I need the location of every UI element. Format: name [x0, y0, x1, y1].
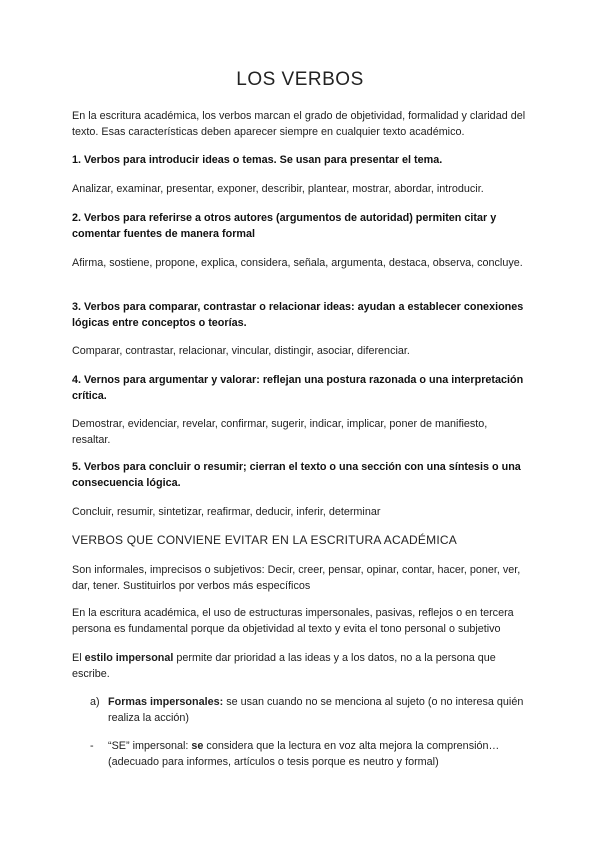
section-5-heading: 5. Verbos para concluir o resumir; cierran el texto o una sección con una síntesis o una consecuencia lógica.: [72, 461, 521, 489]
section-4-verbs: Demostrar, evidenciar, revelar, confirmar, sugerir, indicar, implicar, poner de manifiesto, resaltar.: [72, 418, 488, 446]
estilo-bold: estilo impersonal: [84, 652, 174, 664]
list-marker: -: [90, 740, 94, 752]
impersonal-paragraph: En la escritura académica, el uso de estructuras impersonales, pasivas, reflejos o en tercera persona es fundamental porque da objetividad al texto y evita el tono personal o subjetivo: [72, 607, 514, 635]
list-item: [90, 739, 530, 771]
list-item-text: considera que la lectura en voz alta mejora la comprensión… (adecuado para informes, artículos o tesis porque es neutro y formal): [108, 740, 500, 768]
list-item-bold: Formas impersonales:: [108, 696, 224, 708]
list-marker: a): [90, 696, 100, 708]
estilo-post: permite dar prioridad a las ideas y a los datos, no a la persona que escribe.: [72, 652, 496, 680]
list-item-pre: “SE” impersonal:: [108, 740, 192, 752]
section-2-verbs: Afirma, sostiene, propone, explica, considera, señala, argumenta, destaca, observa, concluye.: [72, 257, 523, 269]
list-item-text: se usan cuando no se menciona al sujeto (o no interesa quién realiza la acción): [108, 696, 524, 724]
list-item-body: [108, 695, 528, 726]
section-1-verbs: Analizar, examinar, presentar, exponer, describir, plantear, mostrar, abordar, introducir.: [72, 183, 484, 195]
page-title: LOS VERBOS: [236, 69, 364, 90]
list-item: [90, 695, 530, 727]
intro-paragraph: En la escritura académica, los verbos marcan el grado de objetividad, formalidad y claridad del texto. Esas características deben aparecer siempre en cualquier texto académico.: [72, 110, 526, 138]
list-item-body: [108, 739, 528, 770]
section-3-verbs: Comparar, contrastar, relacionar, vincular, distingir, asociar, diferenciar.: [72, 345, 410, 357]
list-item-bold: se: [191, 740, 204, 752]
section-5-verbs: Concluir, resumir, sintetizar, reafirmar, deducir, inferir, determinar: [72, 506, 381, 518]
section-1-heading: 1. Verbos para introducir ideas o temas. Se usan para presentar el tema.: [72, 154, 443, 166]
avoid-paragraph: Son informales, imprecisos o subjetivos: Decir, creer, pensar, opinar, contar, hacer, poner, ver, dar, tener. Sustituirlos por verbos más específicos: [72, 564, 521, 592]
section-2-heading: 2. Verbos para referirse a otros autores (argumentos de autoridad) permiten citar y comentar fuentes de manera formal: [72, 212, 497, 240]
estilo-pre: El: [72, 652, 85, 664]
section-4-heading: 4. Vernos para argumentar y valorar: reflejan una postura razonada o una interpretación crítica.: [72, 374, 524, 402]
avoid-heading: VERBOS QUE CONVIENE EVITAR EN LA ESCRITURA ACADÉMICA: [72, 533, 457, 547]
estilo-paragraph: [72, 651, 528, 682]
section-3-heading: 3. Verbos para comparar, contrastar o relacionar ideas: ayudan a establecer conexiones lógicas entre conceptos o teorías.: [72, 301, 524, 329]
